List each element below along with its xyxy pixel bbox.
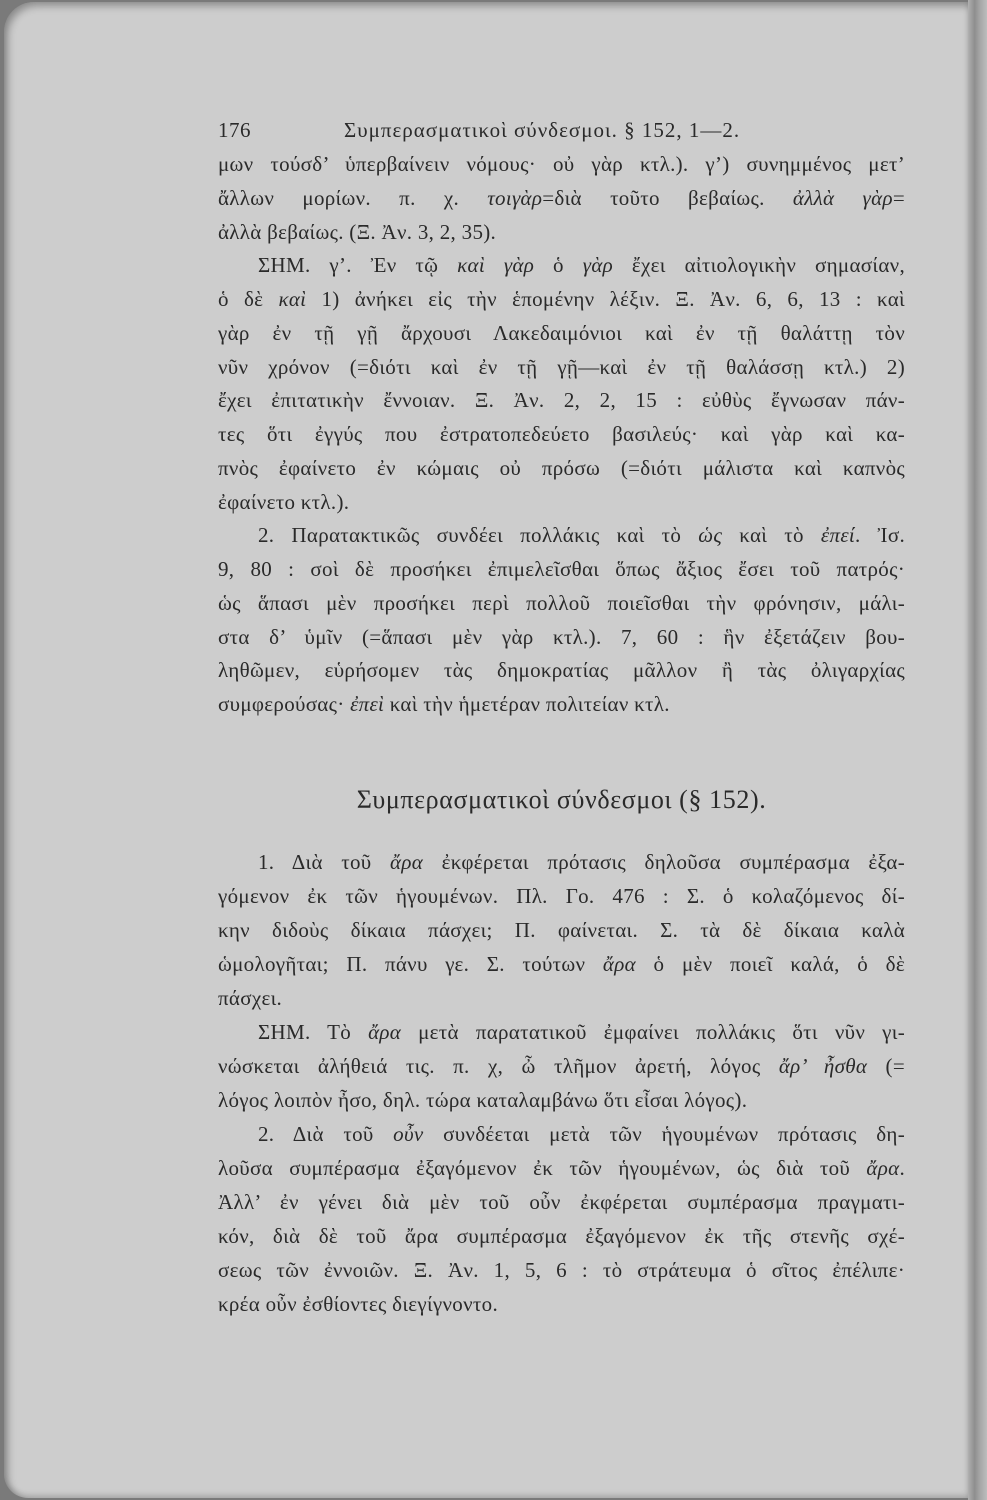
text-line (218, 418, 905, 452)
text-segment: νώσκεται ἀλήθειά τις. π. χ, ὦ τλῆμον ἀρετή, λόγος (218, 1054, 779, 1078)
text-segment: νῦν χρόνον (=διότι καὶ ἐν τῇ γῇ—καὶ ἐν τῇ θαλάσσῃ κτλ.) 2) (218, 354, 905, 379)
text-line (218, 845, 905, 879)
text-segment: κην διδοὺς δίκαια πάσχει; Π. φαίνεται. Σ. τὰ δὲ δίκαια καλὰ (218, 918, 905, 942)
section-paragraphs (218, 845, 905, 1321)
running-head (218, 114, 905, 146)
text-segment: λοῦσα συμπέρασμα ἐξαγόμενον ἐκ τῶν ἡγουμένων, ὡς διὰ τοῦ (218, 1156, 867, 1180)
emphasized-term: ἄρα (368, 1020, 402, 1044)
text-segment: ἐφαίνετο κτλ.). (218, 489, 350, 514)
text-line (218, 1151, 905, 1185)
text-segment: ὁ (534, 253, 583, 278)
text-line (218, 654, 905, 688)
text-line (218, 182, 905, 216)
text-line (218, 317, 905, 351)
text-segment: =διὰ τοῦτο βεβαίως. (542, 185, 793, 210)
text-line (218, 148, 905, 182)
emphasized-term: ἄρα (866, 1156, 900, 1180)
text-line (218, 351, 905, 385)
text-segment: ὁ μὲν ποιεῖ καλά, ὁ δὲ (635, 952, 905, 976)
emphasized-term: ἄρ’ ἦσθα (778, 1054, 868, 1078)
text-segment: μων τούσδ’ ὑπερβαίνειν νόμους· οὐ γὰρ κτλ.). γ’) συνημμένος μετ’ (218, 152, 905, 176)
text-line (218, 1287, 905, 1321)
text-segment: συμφερούσας· (218, 692, 351, 716)
emphasized-term: ὡς (698, 523, 723, 548)
running-head-title: Συμπερασματικοὶ σύνδεσμοι. § 152, 1—2. (344, 118, 741, 142)
text-line (218, 452, 905, 486)
section-heading: Συμπερασματικοὶ σύνδεσμοι (§ 152). (356, 785, 767, 814)
text-segment: = (892, 185, 905, 210)
text-segment: συνδέεται μετὰ τῶν ἡγουμένων πρότασις δη- (423, 1122, 905, 1146)
text-line (218, 249, 905, 283)
text-segment: ἔχει αἰτιολογικὴν σημασίαν, (613, 253, 905, 278)
text-line (218, 1049, 905, 1083)
emphasized-term: ἐπεί (820, 523, 856, 548)
text-segment: ληθῶμεν, εὑρήσομεν τὰς δημοκρατίας μᾶλλον ἢ τὰς ὀλιγαρχίας (218, 658, 905, 683)
emphasized-term: ἀλλὰ γὰρ (792, 185, 893, 210)
text-line (218, 384, 905, 418)
emphasized-term: γὰρ (582, 253, 614, 278)
text-line (218, 879, 905, 913)
emphasized-term: τοιγὰρ (487, 185, 543, 210)
text-segment: 9, 80 : σοὶ δὲ προσήκει ἐπιμελεῖσθαι ὅπως ἄξιος ἔσει τοῦ πατρός· (218, 557, 905, 581)
emphasized-term: οὖν (393, 1122, 424, 1146)
text-line (218, 1253, 905, 1287)
text-segment: γόμενον ἐκ τῶν ἡγουμένων. Πλ. Γο. 476 : Σ. ὁ κολαζόμενος δί- (218, 884, 905, 908)
text-segment: 1) ἀνήκει εἰς τὴν ἑπομένην λέξιν. Ξ. Ἀν. 6, 6, 13 : καὶ (306, 287, 905, 311)
text-segment: 2. Παρατακτικῶς συνδέει πολλάκις καὶ τὸ (258, 523, 699, 548)
text-line (218, 1083, 905, 1117)
text-segment: (= (867, 1054, 905, 1078)
text-line (218, 587, 905, 621)
text-segment: τες ὅτι ἐγγύς που ἐστρατοπεδεύετο βασιλεύς· καὶ γὰρ καὶ κα- (218, 422, 905, 446)
text-segment: ἀλλὰ βεβαίως. (Ξ. Ἀν. 3, 2, 35). (218, 219, 497, 244)
text-line (218, 283, 905, 317)
text-line (218, 621, 905, 655)
text-line (218, 486, 905, 520)
text-segment: σεως τῶν ἐννοιῶν. Ξ. Ἀν. 1, 5, 6 : τὸ στράτευμα ὁ σῖτος ἐπέλιπε· (218, 1258, 905, 1282)
text-segment: . Ἰσ. (855, 523, 905, 548)
text-line (218, 688, 905, 722)
text-line (218, 519, 905, 553)
text-line (218, 1219, 905, 1253)
page-edge (968, 0, 987, 1500)
text-segment: πνὸς ἐφαίνετο ἐν κώμαις οὐ πρόσω (=διότι μάλιστα καὶ καπνὸς (218, 455, 905, 480)
text-segment: κρέα οὖν ἐσθίοντες διεγίγνοντο. (218, 1292, 498, 1316)
text-line (218, 981, 905, 1015)
emphasized-term: καὶ γὰρ (457, 253, 535, 278)
emphasized-term: ἄρα (390, 850, 424, 874)
text-segment: πάσχει. (218, 986, 283, 1010)
text-segment: ὁ δὲ (218, 287, 279, 311)
text-segment: ὡς ἅπασι μὲν προσήκει περὶ πολλοῦ ποιεῖσθαι τὴν φρόνησιν, μάλι- (218, 590, 905, 615)
text-segment: γὰρ ἐν τῇ γῇ ἄρχουσι Λακεδαιμόνιοι καὶ ἐν τῇ θαλάττῃ τὸν (218, 320, 905, 345)
text-line (218, 1015, 905, 1049)
text-line (218, 553, 905, 587)
text-segment: ἔχει ἐπιτατικὴν ἔννοιαν. Ξ. Ἀν. 2, 2, 15 : εὐθὺς ἔγνωσαν πάν- (218, 388, 905, 413)
text-segment: . (899, 1156, 905, 1180)
emphasized-term: ἄρα (602, 952, 636, 976)
text-line (218, 947, 905, 981)
text-line (218, 913, 905, 947)
text-segment: ἄλλων μορίων. π. χ. (218, 185, 488, 210)
text-segment: μετὰ παρατατικοῦ ἐμφαίνει πολλάκις ὅτι νῦν γι- (401, 1020, 905, 1044)
text-segment: ὡμολογῆται; Π. πάνυ γε. Σ. τούτων (218, 952, 603, 976)
page-number: 176 (218, 118, 251, 142)
text-segment: ΣΗΜ. γ’. Ἐν τῷ (258, 253, 458, 278)
text-segment: ἐκφέρεται πρότασις δηλοῦσα συμπέρασμα ἐξα- (423, 850, 905, 874)
text-segment: Ἀλλ’ ἐν γένει διὰ μὲν τοῦ οὖν ἐκφέρεται συμπέρασμα πραγματι- (218, 1190, 905, 1214)
text-segment: 1. Διὰ τοῦ (258, 850, 391, 874)
text-segment: 2. Διὰ τοῦ (258, 1122, 394, 1146)
text-line (218, 1185, 905, 1219)
text-segment: καὶ τὸ (722, 523, 821, 548)
text-line (218, 1117, 905, 1151)
text-segment: καὶ τὴν ἡμετέραν πολιτείαν κτλ. (384, 692, 670, 716)
continued-paragraphs (218, 148, 905, 722)
text-line (218, 216, 905, 250)
text-segment: στα δ’ ὑμῖν (=ἅπασι μὲν γὰρ κτλ.). 7, 60 : ἣν ἐξετάζειν βου- (218, 624, 905, 649)
emphasized-term: ἐπεὶ (350, 692, 385, 716)
text-segment: λόγος λοιπὸν ἦσο, δηλ. τώρα καταλαμβάνω ὅτι εἶσαι λόγος). (218, 1088, 748, 1112)
text-segment: κόν, διὰ δὲ τοῦ ἄρα συμπέρασμα ἐξαγόμενον ἐκ τῆς στενῆς σχέ- (218, 1224, 905, 1248)
emphasized-term: καὶ (278, 287, 307, 311)
text-segment: ΣΗΜ. Τὸ (258, 1020, 369, 1044)
